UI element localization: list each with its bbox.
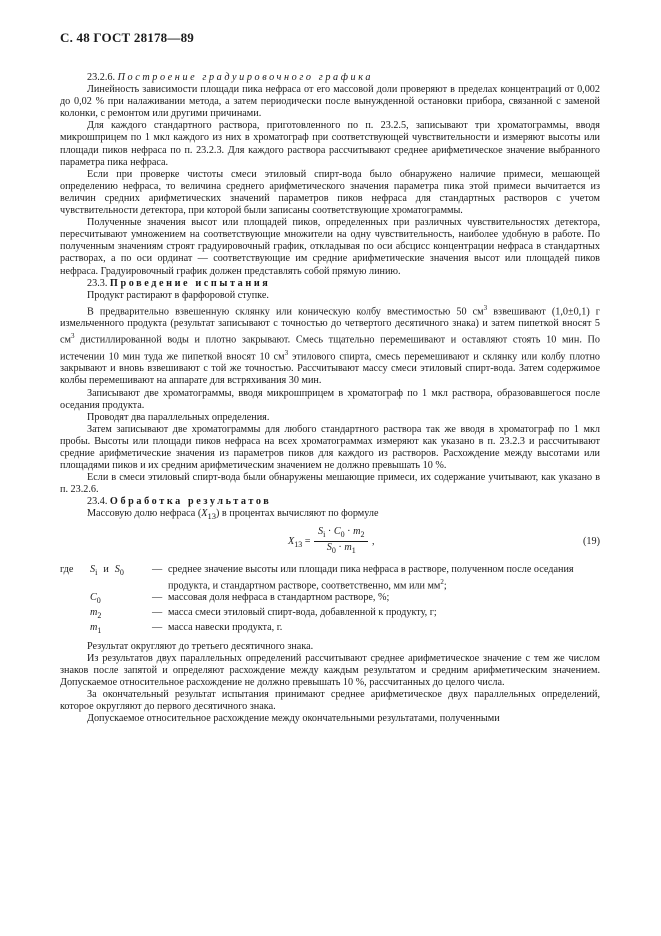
paragraph: Линейность зависимости площади пика нефраса от его массовой доли проверяют в пределах концентраций от 0,002 до 0,02 % при налаживании метода, а затем периодически после вынужденной остановки прибора, связанной с заменой колонки, с ремонтом или другими причинами. [60, 84, 600, 120]
section-number: 23.4. [87, 496, 108, 508]
paragraph: В предварительно взвешенную склянку или коническую колбу вместимостью 50 $см^3$ взвешивают (1,0±0,1) г измельченного продукта (результат записывают с точностью до четвертого десятичного знака) и затем пипеткой вносят 5 $см^3$ дистиллированной воды и плотно закрывают. Смесь тщательно перемешивают и оставляют стоять 10 мин. По истечении 10 мин туда же пипеткой вносят 10 $см^3$ этилового спирта, смесь перемешивают и склянку или колбу плотно закрывают и вновь взвешивают с той же точностью. Рассчитывают массу смеси этиловый спирт-вода. Затем содержимое колбы перемешивают на аппарате для встряхивания 30 мин. [60, 303, 600, 387]
section-heading-23-3 [60, 278, 600, 290]
equation-number: (19) [583, 535, 600, 547]
formula-fraction [314, 526, 368, 557]
paragraph: За окончательный результат испытания принимают среднее арифметическое двух параллельных определений, которое округляют до первого десятичного знака. [60, 688, 600, 712]
section-number: 23.3. [87, 277, 108, 289]
paragraph: Если в смеси этиловый спирт-вода были обнаружены мешающие примеси, их содержание учитывают, как указано в п. 23.2.6. [60, 472, 600, 496]
definition-row: $m_2$ — масса смеси этиловый спирт-вода, добавленной к продукту, г; [90, 607, 437, 621]
document-body [60, 72, 600, 725]
paragraph: Проводят два параллельных определения. [87, 411, 270, 423]
section-title: Построение градуировочного графика [117, 72, 374, 83]
definition-row: $C_0$ — массовая доля нефраса в стандартном растворе, %; [90, 592, 390, 606]
section-number: 23.2.6. [87, 72, 116, 83]
section-heading-23-2-6 [60, 72, 600, 84]
formula-numerator: $S_i \cdot C_0 \cdot m_2$ [314, 526, 368, 542]
section-heading-23-4 [60, 496, 600, 508]
formula-19 [60, 526, 600, 560]
paragraph: Для каждого стандартного раствора, приготовленного по п. 23.2.5, записывают три хроматограммы, вводя микрошприцем по 1 мкл каждого из них в хроматограф при соответствующей чувствительности и измеряют высоты или площади пиков нефраса по п. 23.2.3. Для каждого раствора рассчитывают среднее арифметическое значение выбранного параметра пика нефраса. [60, 120, 600, 168]
paragraph: Записывают две хроматограммы, вводя микрошприцем в хроматограф по 1 мкл раствора, образовавшегося после оседания продукта. [60, 387, 600, 411]
paragraph: Массовую долю нефраса $(X_{13})$ в процентах вычисляют по формуле [87, 508, 379, 522]
paragraph: Результат округляют до третьего десятичного знака. [87, 640, 314, 652]
definition-row: $m_1$ — масса навески продукта, г. [90, 622, 283, 636]
formula-lhs: $X_{13}$ = [288, 535, 311, 549]
paragraph: Допускаемое относительное расхождение между окончательными результатами, полученными [87, 713, 500, 725]
paragraph: Из результатов двух параллельных определений рассчитывают среднее арифметическое значение с тем же числом знаков после запятой и определяют расхождение между каждым результатом и средним арифметическим значением. Допускаемое относительное расхождение не должно превышать 10 %, рассчитанных до целого числа. [60, 652, 600, 688]
paragraph: Если при проверке чистоты смеси этиловый спирт-вода было обнаружено наличие примеси, мешающей определению нефраса, то величина среднего арифметического значения параметра пика этой примеси вычитается из величин средних арифметических значений параметров пиков нефраса для стандартных растворов с учетом чувствительности детектора, при которой были записаны соответствующие хроматограммы. [60, 168, 600, 217]
paragraph: Затем записывают две хроматограммы для любого стандартного раствора так же вводя в хроматограф по 1 мкл пробы. Высоты или площади пиков нефраса на всех хроматограммах измеряют как указано в п. 23.2.3 и рассчитывают средние арифметические значения из параметров пиков для каждого из растворов. Расхождение между высотами или площадями пиков и их средним арифметическим значением не должно превышать 10 %. [60, 423, 600, 472]
variable-definitions [60, 564, 600, 638]
section-title: Проведение испытания [109, 277, 271, 289]
paragraph: Полученные значения высот или площадей пиков, определенных при различных чувствительностях детектора, пересчитывают умножением на соответствующие множители на одну чувствительность, наиболее удобную в работе. По полученным значениям строят градуировочный график, откладывая по оси абсцисс концентрации нефраса в стандартных растворах, а по оси ординат — соответствующие им средние арифметические значения высот или площадей пиков нефраса. Градуировочный график должен представлять собой прямую линию. [60, 217, 600, 277]
formula-denominator: $S_0 \cdot m_1$ [326, 541, 356, 555]
formula-comma: , [372, 535, 375, 547]
definition-row: где $S_i$ и $S_0$ — среднее значение высоты или площади пика нефраса в растворе, полученном после оседания продукта, и стандартном растворе, соответственно, мм или $мм^2$; [60, 563, 574, 592]
section-title: Обработка результатов [109, 496, 272, 508]
page-header: С. 48 ГОСТ 28178—89 [60, 30, 194, 45]
paragraph: Продукт растирают в фарфоровой ступке. [87, 289, 269, 301]
